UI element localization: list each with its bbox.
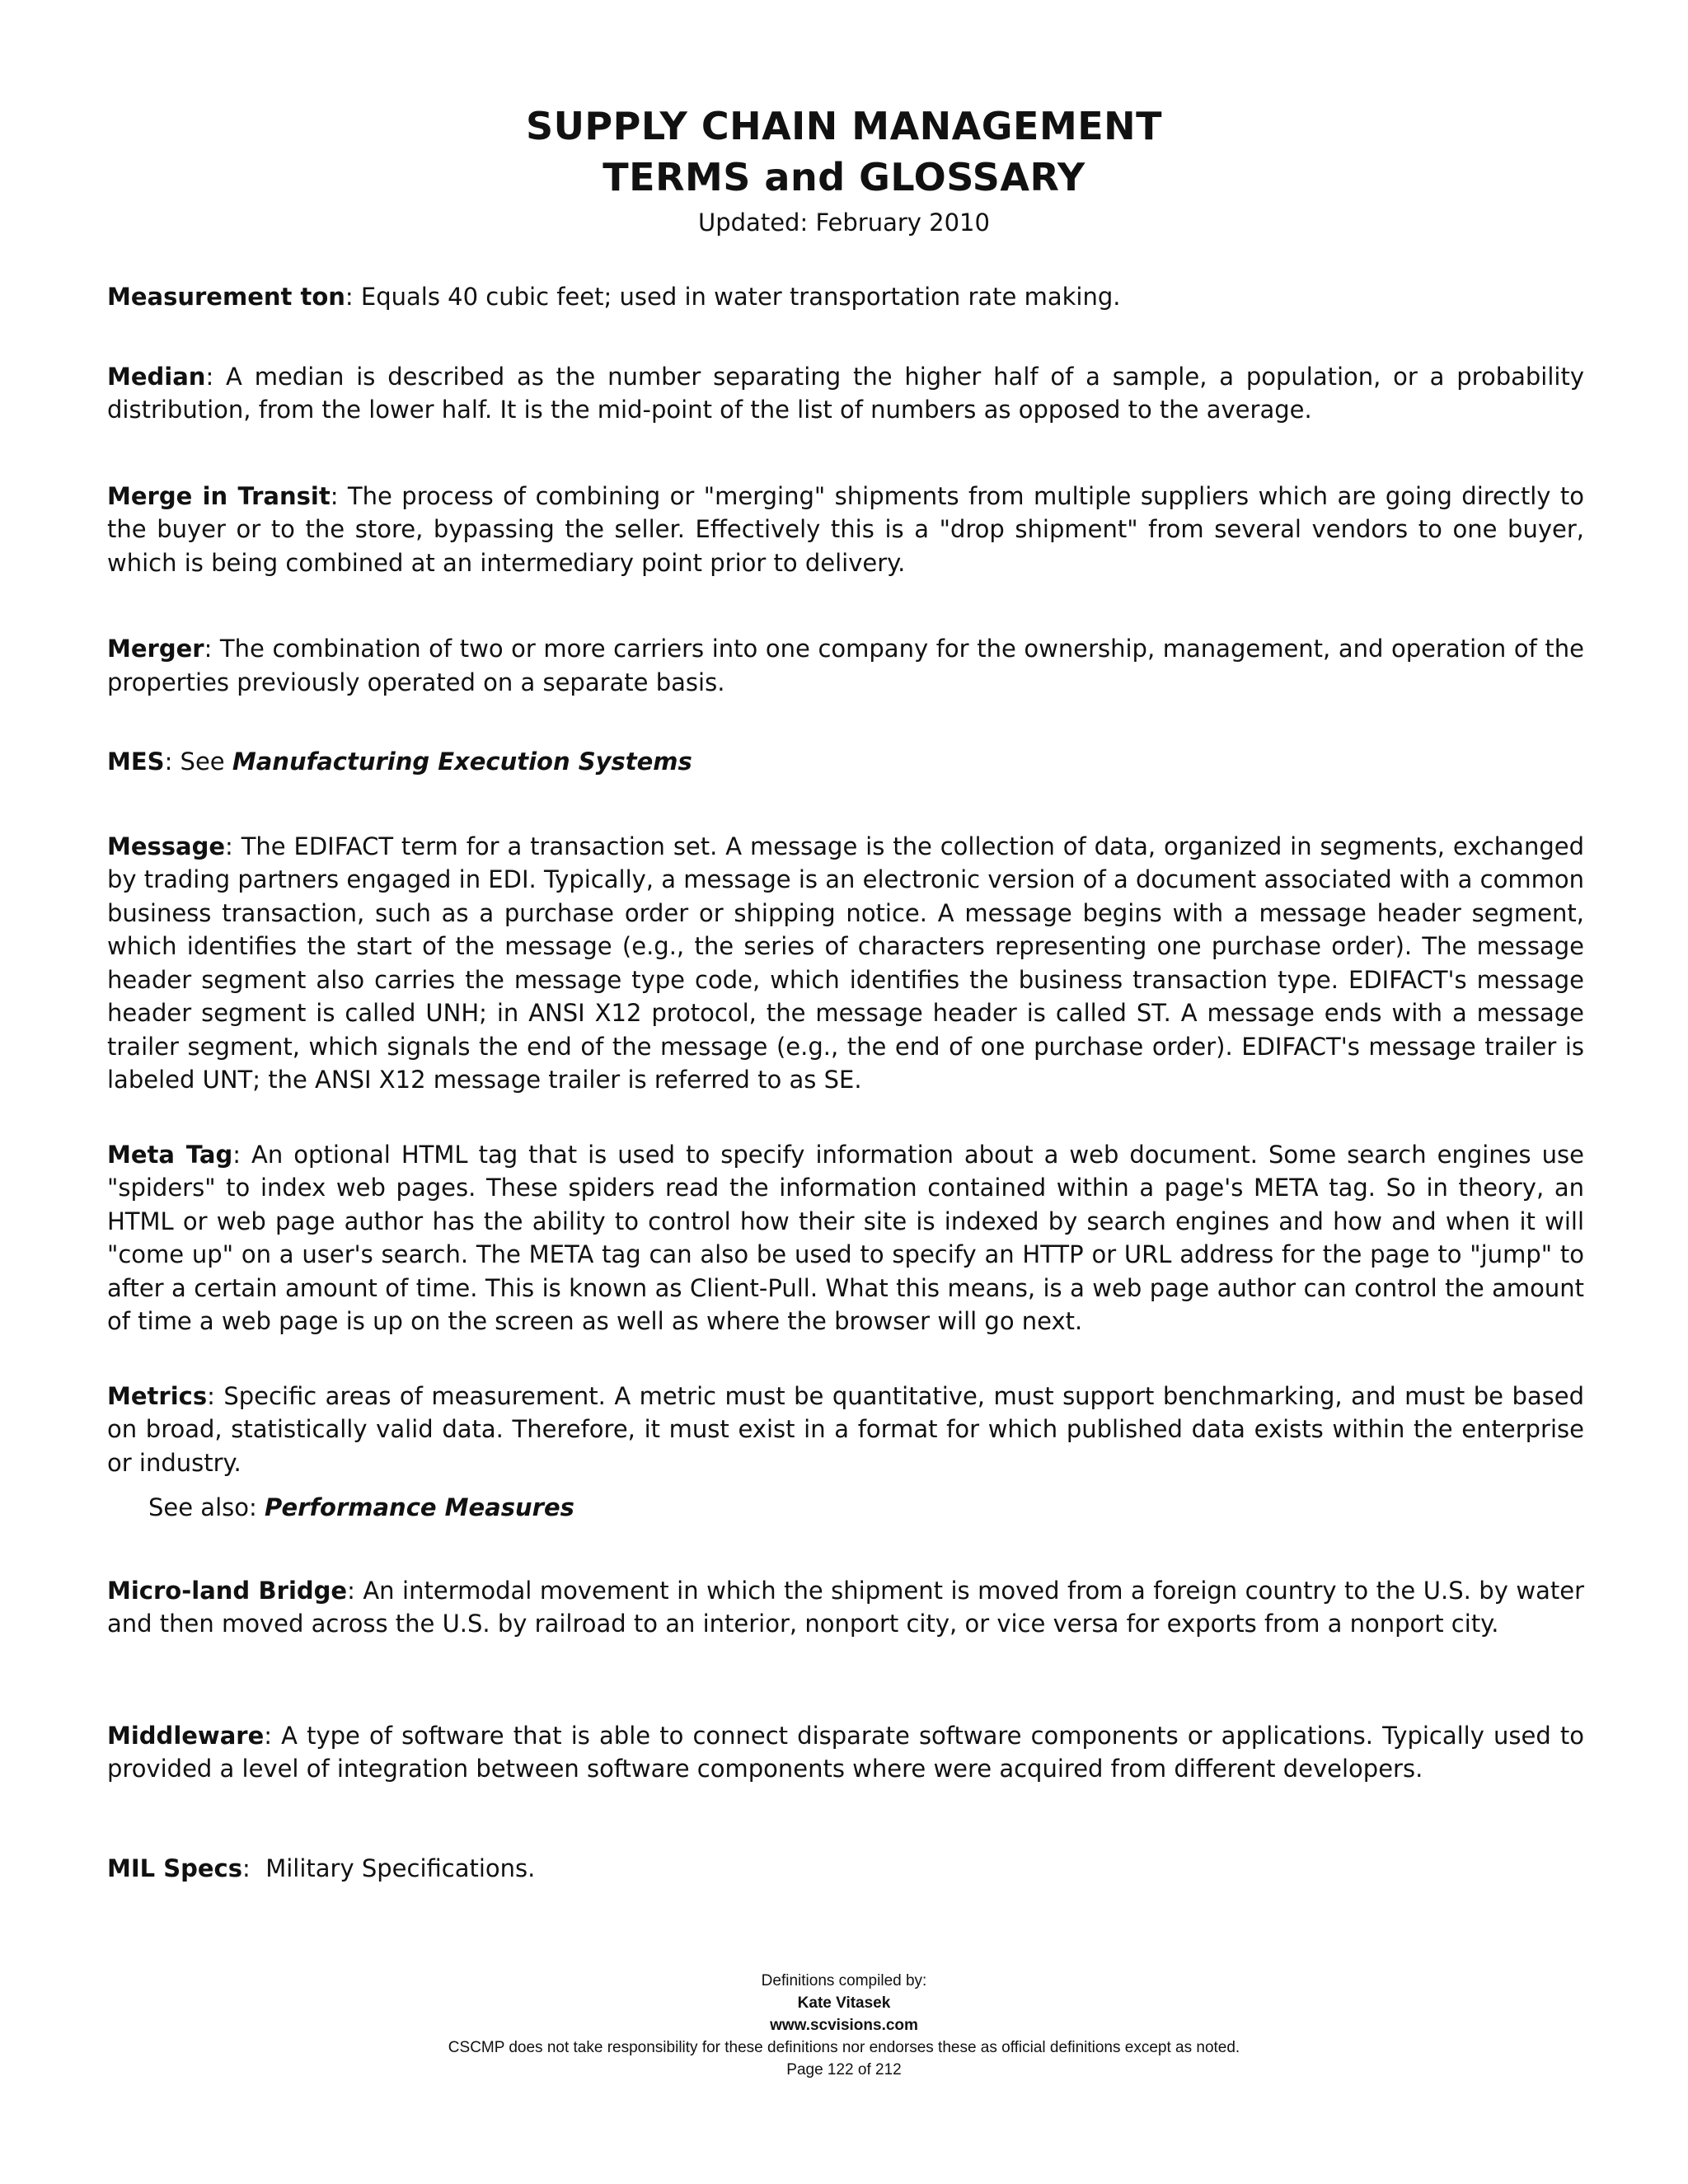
entry-term: Message [107,832,226,860]
entry-definition: : The combination of two or more carriers into one company for the ownership, management, and operation of the properties previously operated on a separate basis. [107,635,1584,696]
entry-term: MES [107,748,165,776]
entry-definition: : An optional HTML tag that is used to specify information about a web document. Some search engines use "spiders" to index web pages. These spiders read the information contained within a page's META tag. So in theory, an HTML or web page author has the ability to control how their site is indexed by search engines and how and when it will "come up" on a user's search. The META tag can also be used to specify an HTTP or URL address for the page to "jump" to after a certain amount of time. This is known as Client-Pull. What this means, is a web page author can control the amount of time a web page is up on the screen as well as where the browser will go next. [107,1140,1584,1335]
cross-reference: Manufacturing Execution Systems [232,748,692,776]
entry-definition: : See [164,748,232,776]
glossary-body [107,280,1584,1885]
glossary-entry-measurement-ton [107,280,1584,314]
footer-compiled-by: Definitions compiled by: [761,1972,927,1990]
entry-term: Metrics [107,1381,208,1410]
cross-reference: Performance Measures [264,1493,574,1521]
entry-term: Merge in Transit [107,481,331,510]
entry-definition: : The EDIFACT term for a transaction set. A message is the collection of data, organized in segments, exchanged by trading partners engaged in EDI. Typically, a message is an electronic version of a document associated with a common business transaction, such as a purchase order or shipping notice. A message begins with a message header segment, which identifies the start of the message (e.g., the series of characters representing one purchase order). The message header segment also carries the message type code, which identifies the business transaction type. EDIFACT's message header segment is called UNH; in ANSI X12 protocol, the message header is called ST. A message ends with a message trailer segment, which signals the end of the message (e.g., the end of one purchase order). EDIFACT's message trailer is labeled UNT; the ANSI X12 message trailer is referred to as SE. [107,832,1584,1094]
glossary-entry-middleware [107,1719,1584,1786]
glossary-entry-median [107,360,1584,427]
entry-definition: : An intermodal movement in which the shipment is moved from a foreign country to the U.S. by water and then moved across the U.S. by railroad to an interior, nonport city, or vice versa for exports from a nonport city. [107,1576,1585,1638]
footer-author: Kate Vitasek [797,1994,891,2012]
entry-definition: : The process of combining or "merging" shipments from multiple suppliers which are going directly to the buyer or to the store, bypassing the seller. Effectively this is a "drop shipment" from several vendors to one buyer, which is being combined at an intermediary point prior to delivery. [107,481,1584,577]
entry-term: Measurement ton [107,283,345,311]
updated-date: Updated: February 2010 [698,209,990,237]
entry-term: MIL Specs [107,1854,242,1882]
footer-disclaimer: CSCMP does not take responsibility for these definitions nor endorses these as official definitions except as noted. [448,2039,1240,2056]
title-line-1: SUPPLY CHAIN MANAGEMENT [525,104,1163,148]
entry-term: Micro-land Bridge [107,1576,348,1605]
entry-definition: : Specific areas of measurement. A metric must be quantitative, must support benchmarking, and must be based on broad, statistically valid data. Therefore, it must exist in a format for which published data exists within the enterprise or industry. [107,1381,1584,1477]
entry-term: Merger [107,635,204,663]
entry-definition: : Military Specifications. [242,1854,536,1882]
glossary-entry-metrics [107,1380,1584,1480]
see-also-label: See also: [148,1493,265,1521]
entry-term: Meta Tag [107,1140,233,1169]
see-also-line [107,1491,1584,1525]
title-line-2: TERMS and GLOSSARY [603,155,1085,199]
glossary-entry-message [107,830,1584,1097]
footer-page-number: Page 122 of 212 [786,2061,902,2079]
document-header [0,101,1688,241]
entry-term: Median [107,362,206,391]
entry-definition: : A median is described as the number separating the higher half of a sample, a population, or a probability distribution, from the lower half. It is the mid-point of the list of numbers as opposed to the average. [107,362,1584,424]
glossary-entry-micro-land-bridge [107,1574,1584,1641]
glossary-entry-mes [107,745,1584,779]
glossary-entry-mil-specs [107,1852,1584,1886]
glossary-entry-merger [107,632,1584,699]
entry-term: Middleware [107,1721,265,1750]
glossary-entry-merge-in-transit [107,480,1584,580]
footer-website: www.scvisions.com [770,2017,918,2034]
glossary-entry-meta-tag [107,1138,1584,1338]
entry-definition: : Equals 40 cubic feet; used in water transportation rate making. [345,283,1121,311]
entry-definition: : A type of software that is able to connect disparate software components or applications. Typically used to provided a level of integration between software components where were acquired from different developers. [107,1721,1584,1783]
page-footer [0,1970,1688,2081]
